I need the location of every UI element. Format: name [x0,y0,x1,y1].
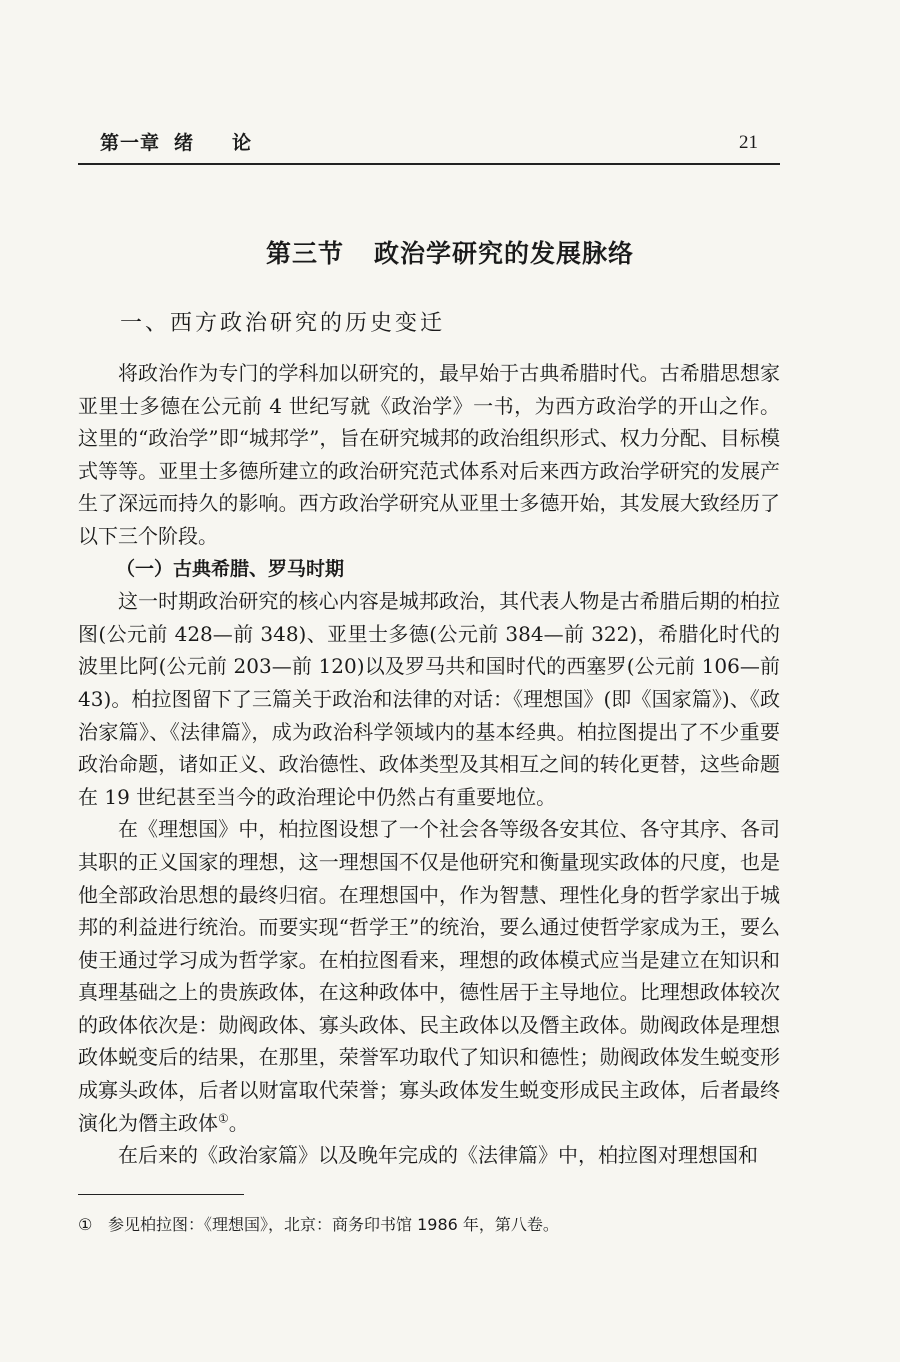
running-header [100,128,252,155]
header-rule [78,163,780,165]
footnote [78,1212,559,1235]
body-text [78,357,780,1172]
section-title [0,234,900,270]
footnote-text: 参见柏拉图：《理想国》，北京：商务印书馆 1986 年，第八卷。 [108,1215,559,1234]
subheading: （一）古典希腊、罗马时期 [116,557,345,580]
chapter-title-char-1: 绪 [174,132,195,154]
paragraph-text: 在《理想国》中，柏拉图设想了一个社会各等级各安其位、各守其序、各司其职的正义国家的理想，这一理想国不仅是他研究和衡量现实政体的尺度，也是他全部政治思想的最终归宿。在理想国中，作为智慧、理性化身的哲学家出于城邦的利益进行统治。而要实现“哲学王”的统治，要么通过使哲学家成为王，要么使王通过学习成为哲学家。在柏拉图看来，理想的政体模式应当是建立在知识和真理基础之上的贵族政体，在这种政体中，德性居于主导地位。比理想政体较次的政体依次是：勋阀政体、寡头政体、民主政体以及僭主政体。勋阀政体是理想政体蜕变后的结果，在那里，荣誉军功取代了知识和德性；勋阀政体发生蜕变形成寡头政体，后者以财富取代荣誉；寡头政体发生蜕变形成民主政体，后者最终演化为僭主政体 [78,817,780,1135]
footnote-reference: ① [218,1111,229,1125]
chapter-label: 第一章 [100,132,161,154]
section-number: 第三节 [265,239,344,268]
chapter-title-char-2: 论 [232,132,253,154]
section-heading: 政治学研究的发展脉络 [374,239,635,268]
paragraph: 在后来的《政治家篇》以及晚年完成的《法律篇》中，柏拉图对理想国和 [118,1143,758,1168]
paragraph: 将政治作为专门的学科加以研究的，最早始于古典希腊时代。古希腊思想家亚里士多德在公元前 4 世纪写就《政治学》一书，为西方政治学的开山之作。这里的“政治学”即“城邦学”，旨在研究城邦的政治组织形式、权力分配、目标模式等等。亚里士多德所建立的政治研究范式体系对后来西方政治学研究的发展产生了深远而持久的影响。西方政治学研究从亚里士多德开始，其发展大致经历了以下三个阶段。 [78,361,780,548]
page-number: 21 [739,132,758,153]
paragraph: 在《理想国》中，柏拉图设想了一个社会各等级各安其位、各守其序、各司其职的正义国家的理想，这一理想国不仅是他研究和衡量现实政体的尺度，也是他全部政治思想的最终归宿。在理想国中，作为智慧、理性化身的哲学家出于城邦的利益进行统治。而要实现“哲学王”的统治，要么通过使哲学家成为王，要么使王通过学习成为哲学家。在柏拉图看来，理想的政体模式应当是建立在知识和真理基础之上的贵族政体，在这种政体中，德性居于主导地位。比理想政体较次的政体依次是：勋阀政体、寡头政体、民主政体以及僭主政体。勋阀政体是理想政体蜕变后的结果，在那里，荣誉军功取代了知识和德性；勋阀政体发生蜕变形成寡头政体，后者以财富取代荣誉；寡头政体发生蜕变形成民主政体，后者最终演化为僭主政体①。 [78,817,780,1135]
footnote-rule [78,1194,244,1195]
footnote-mark: ① [78,1215,93,1234]
paragraph: 这一时期政治研究的核心内容是城邦政治，其代表人物是古希腊后期的柏拉图(公元前 428—前 348)、亚里士多德(公元前 384—前 322)，希腊化时代的波里比阿(公元前 203—前 120)以及罗马共和国时代的西塞罗(公元前 106—前 43)。柏拉图留下了三篇关于政治和法律的对话：《理想国》(即《国家篇》)、《政治家篇》、《法律篇》，成为政治科学领域内的基本经典。柏拉图提出了不少重要政治命题，诸如正义、政治德性、政体类型及其相互之间的转化更替，这些命题在 19 世纪甚至当今的政治理论中仍然占有重要地位。 [78,589,780,809]
subsection-title: 一、西方政治研究的历史变迁 [120,311,446,336]
